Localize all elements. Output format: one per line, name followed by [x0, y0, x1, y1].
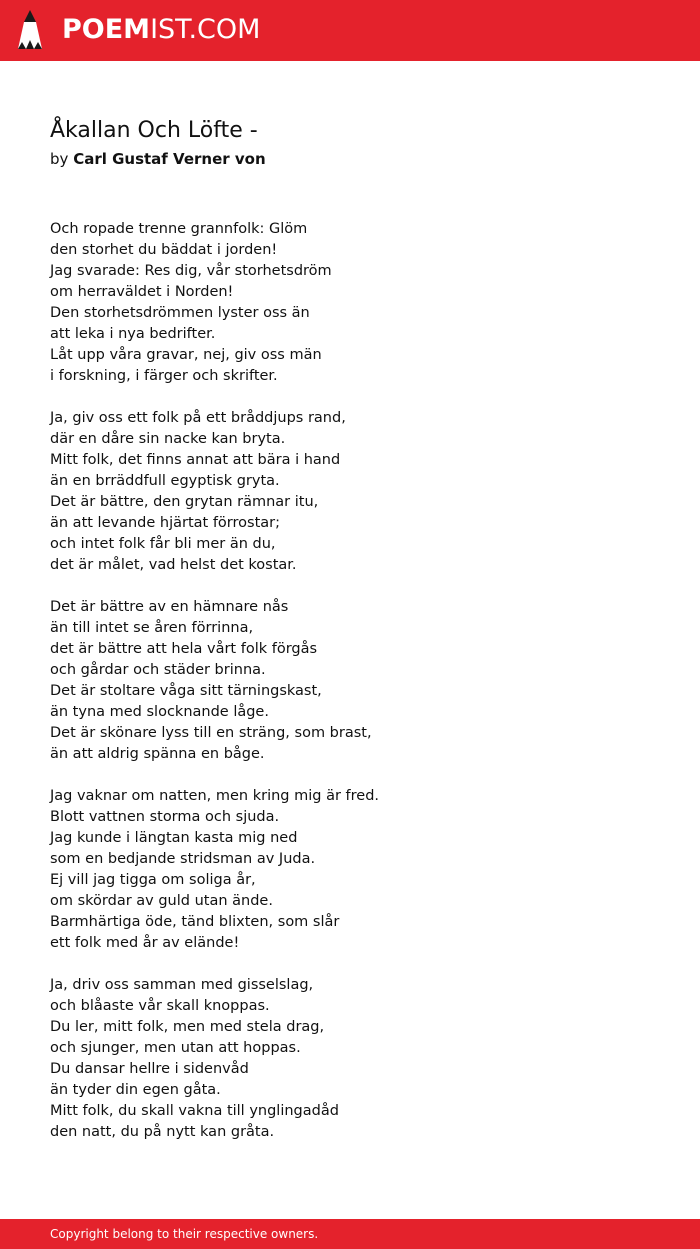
poem-byline — [50, 149, 266, 169]
poem-line: i forskning, i färger och skrifter. — [50, 368, 278, 384]
poem-line: Jag vaknar om natten, men kring mig är fred. — [50, 788, 380, 804]
site-header — [0, 0, 700, 61]
poem-body — [50, 219, 670, 1164]
poem-line: Du ler, mitt folk, men med stela drag, — [50, 1019, 325, 1035]
poem-stanza — [50, 597, 670, 765]
poem-line: Ja, driv oss samman med gisselslag, — [50, 977, 314, 993]
poem-line: än till intet se åren förrinna, — [50, 620, 254, 636]
poem-line: och intet folk får bli mer än du, — [50, 536, 276, 552]
poem-stanza — [50, 786, 670, 954]
poem-stanza — [50, 975, 670, 1143]
poem-line: om herraväldet i Norden! — [50, 284, 234, 300]
copyright-text: Copyright belong to their respective owners. — [50, 1227, 319, 1241]
logo-bold-text: POEM — [62, 14, 151, 45]
poem-line: den storhet du bäddat i jorden! — [50, 242, 278, 258]
poem-line: att leka i nya bedrifter. — [50, 326, 216, 342]
poem-line: Det är stoltare våga sitt tärningskast, — [50, 683, 322, 699]
poem-line: än tyder din egen gåta. — [50, 1082, 221, 1098]
poem-line: som en bedjande stridsman av Juda. — [50, 851, 316, 867]
poem-line: Låt upp våra gravar, nej, giv oss män — [50, 347, 322, 363]
poem-line: Det är bättre av en hämnare nås — [50, 599, 289, 615]
poem-line: Mitt folk, det finns annat att bära i hand — [50, 452, 341, 468]
site-footer — [0, 1219, 700, 1249]
poem-line: Barmhärtiga öde, tänd blixten, som slår — [50, 914, 340, 930]
poem-line: än att aldrig spänna en båge. — [50, 746, 265, 762]
poem-line: Det är bättre, den grytan rämnar itu, — [50, 494, 319, 510]
poem-line: det är målet, vad helst det kostar. — [50, 557, 297, 573]
poem-line: Ej vill jag tigga om soliga år, — [50, 872, 256, 888]
poem-title: Åkallan Och Löfte - — [50, 118, 258, 143]
byline-label: by — [50, 150, 69, 168]
poem-line: om skördar av guld utan ände. — [50, 893, 273, 909]
poem-line: än en brräddfull egyptisk gryta. — [50, 473, 280, 489]
site-logo[interactable] — [62, 13, 260, 47]
logo-light-text: IST.COM — [150, 14, 261, 45]
poem-line: Blott vattnen storma och sjuda. — [50, 809, 280, 825]
poem-line: än att levande hjärtat förrostar; — [50, 515, 280, 531]
poem-line: Jag svarade: Res dig, vår storhetsdröm — [50, 263, 332, 279]
poem-line: Du dansar hellre i sidenvåd — [50, 1061, 249, 1077]
poem-line: och gårdar och städer brinna. — [50, 662, 266, 678]
poem-line: och blåaste vår skall knoppas. — [50, 998, 270, 1014]
poem-line: Jag kunde i längtan kasta mig ned — [50, 830, 298, 846]
poem-line: Mitt folk, du skall vakna till ynglingadåd — [50, 1103, 339, 1119]
poem-author: Carl Gustaf Verner von — [73, 150, 266, 168]
poem-stanza — [50, 408, 670, 576]
poem-line: den natt, du på nytt kan gråta. — [50, 1124, 275, 1140]
poem-line: Ja, giv oss ett folk på ett bråddjups rand, — [50, 410, 346, 426]
poem-line: och sjunger, men utan att hoppas. — [50, 1040, 301, 1056]
poem-line: än tyna med slocknande låge. — [50, 704, 269, 720]
pencil-tip-icon[interactable] — [17, 9, 43, 51]
poem-line: ett folk med år av elände! — [50, 935, 240, 951]
poem-line: där en dåre sin nacke kan bryta. — [50, 431, 286, 447]
poem-stanza — [50, 219, 670, 387]
poem-line: Och ropade trenne grannfolk: Glöm — [50, 221, 308, 237]
poem-line: Det är skönare lyss till en sträng, som brast, — [50, 725, 372, 741]
poem-line: Den storhetsdrömmen lyster oss än — [50, 305, 310, 321]
poem-line: det är bättre att hela vårt folk förgås — [50, 641, 318, 657]
